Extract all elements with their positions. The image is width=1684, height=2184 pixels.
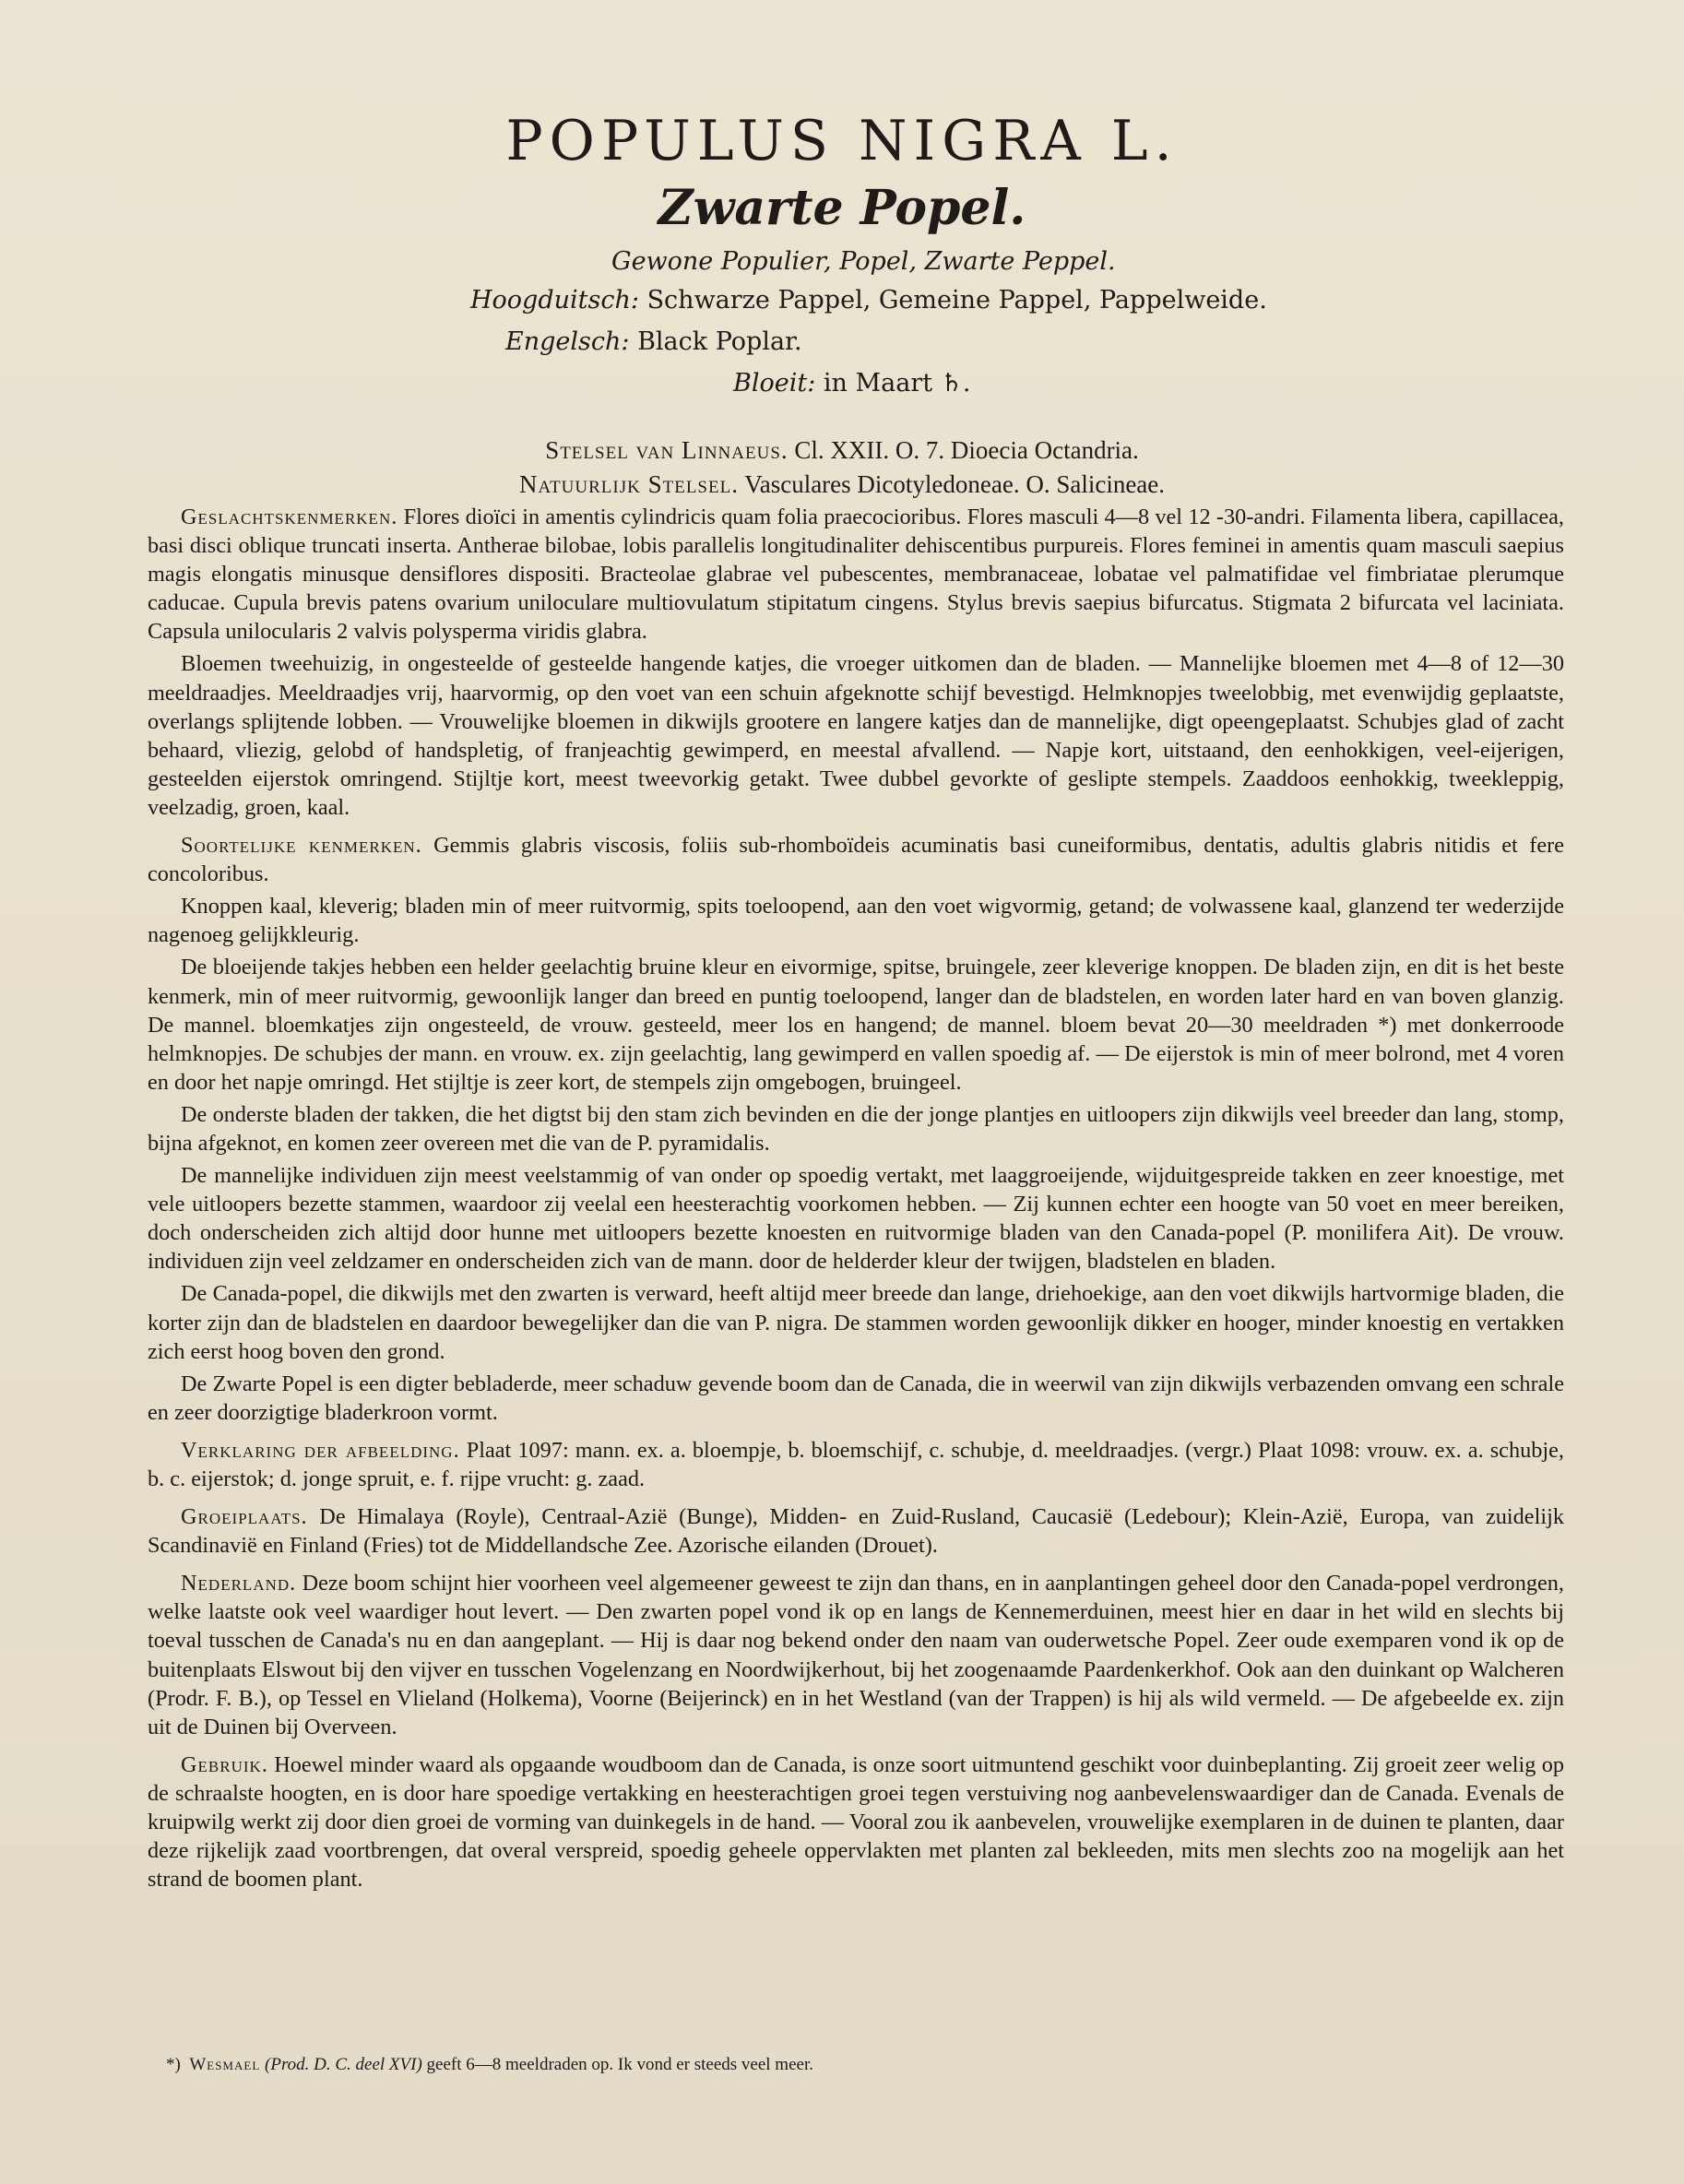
paragraph-text: De bloeijende takjes hebben een helder geelachtig bruine kleur en eivormige, spitse, bruingele, zeer kleverige knoppen. De bladen zijn, en dit is het beste kenmerk, min of meer ruitvormig, gewoonlijk langer dan breed en puntig toeloopend, langer dan de bladstelen, en worden later hard en van boven glanzig. De mannel. bloemkatjes zijn ongesteeld, de vrouw. gesteeld, meer los en hangend; de mannel. bloem bevat 20—30 meeldraden *) met donkerroode helmknopjes. De schubjes der mann. en vrouw. ex. zijn geelachtig, lang gewimperd en vallen spoedig af. — De eijerstok is min of meer bolrond, met 4 voren en door het napje omringd. Het stijltje is zeer kort, de stempels zijn omgebogen, bruingeel.	[148, 955, 1564, 1095]
linnaeus-label: Stelsel van Linnaeus.	[545, 436, 789, 464]
page-subtitle: Zwarte Popel.	[658, 180, 1026, 236]
paragraph	[148, 1279, 1564, 1365]
description-body	[148, 503, 1564, 1897]
bloom-time: in Maart ♄.	[823, 369, 971, 398]
natural-system	[0, 470, 1684, 499]
footnote-source: (Prod. D. C. deel XVI)	[265, 2055, 422, 2074]
german-names-line	[470, 286, 1267, 315]
paragraph-text: Deze boom schijnt hier voorheen veel algemeener geweest te zijn dan thans, en in aanplantingen geheel door den Canada-popel verdrongen, welke laatste ook veel waardiger hout levert. — Den zwarten popel vond ik op en langs de Kennemerduinen, meest hier en daar in het wild en slechts bij toeval tusschen de Canada's nu en dan aangeplant. — Hij is daar nog bekend onder den naam van ouderwetsche Popel. Zeer oude exemparen vond ik op de buitenplaats Elswout bij den vijver en tusschen Vogelenzang en Noordwijkerhout, bij het zoogenaamde Paardenkerkhof. Ook aan den duinkant op Walcheren (Prodr. F. B.), op Tessel en Vlieland (Holkema), Voorne (Beijerinck) en in het Westland (van der Trappen) is hij als wild vermeld. — De afgebeelde ex. zijn uit de Duinen bij Overveen.	[148, 1571, 1564, 1739]
paragraph	[148, 503, 1564, 646]
paragraph	[148, 1751, 1564, 1893]
english-label: Engelsch:	[505, 327, 630, 356]
paragraph	[148, 1100, 1564, 1157]
footnote	[166, 2055, 813, 2075]
bloom-line	[733, 369, 970, 398]
page-title: POPULUS NIGRA L.	[505, 109, 1179, 173]
footnote-author: Wesmael	[189, 2055, 261, 2074]
paragraph-text: De Canada-popel, die dikwijls met den zwarten is verward, heeft altijd meer breede dan lange, driehoekige, aan den voet dikwijls hartvormige bladen, die korter zijn dan de bladstelen en daardoor bewegelijker dan die van P. nigra. De stammen worden gewoonlijk dikker en hooger, minder knoestig en vertakken zich eerst hoog boven den grond.	[148, 1281, 1564, 1364]
paragraph-text: Flores dioïci in amentis cylindricis quam folia praecocioribus. Flores masculi 4—8 vel 12 -30-andri. Filamenta libera, capillacea, basi disci oblique truncati inserta. Antherae bilobae, lobis parallelis longitudinaliter dehiscentibus purpureis. Flores feminei in amentis quam masculi saepius magis elongatis minusque densiflores dispositi. Bracteolae glabrae vel pubescentes, membranaceae, lobatae vel palmatifidae vel fimbriatae plerumque caducae. Cupula brevis patens ovarium uniloculare multiovulatum stipitatum cingens. Stylus brevis saepius bifurcatus. Stigmata 2 bifurcata vel laciniata. Capsula unilocularis 2 valvis polysperma viridis glabra.	[148, 504, 1564, 645]
paragraph	[148, 649, 1564, 822]
paragraph-text: Gemmis glabris viscosis, foliis sub-rhomboïdeis acuminatis basi cuneiformibus, dentatis, adultis glabris nitidis et fere concoloribus.	[148, 833, 1564, 887]
paragraph	[148, 831, 1564, 888]
paragraph-label: Soortelijke kenmerken.	[181, 833, 422, 859]
german-label: Hoogduitsch:	[470, 286, 639, 315]
paragraph	[148, 1436, 1564, 1493]
english-names-line	[505, 327, 802, 356]
paragraph-label: Gebruik.	[181, 1751, 268, 1777]
natural-label: Natuurlijk Stelsel.	[518, 470, 739, 498]
english-names: Black Poplar.	[637, 327, 802, 356]
natural-classification: Vasculares Dicotyledoneae. O. Salicineae.	[744, 470, 1166, 498]
paragraph	[148, 1161, 1564, 1276]
footnote-text: geeft 6—8 meeldraden op. Ik vond er steeds veel meer.	[426, 2055, 813, 2074]
paragraph-text: De mannelijke individuen zijn meest veelstammig of van onder op spoedig vertakt, met laaggroeijende, wijduitgespreide takken en zeer knoestige, met vele uitloopers bezette stammen, waardoor zij veelal een heesterachtig voorkomen hebben. — Zij kunnen echter een hoogte van 50 voet en meer bereiken, doch onderscheiden zich altijd door hunne met uitloopers bezette knoesten en ruitvormige bladen van den Canada-popel (P. monilifera Ait). De vrouw. individuen zijn veel zeldzamer en onderscheiden zich van de mann. door de helderder kleur der twijgen, bladstelen en bladen.	[148, 1163, 1564, 1275]
german-names: Schwarze Pappel, Gemeine Pappel, Pappelweide.	[646, 286, 1267, 315]
bloom-label: Bloeit:	[733, 369, 816, 398]
paragraph-label: Groeiplaats.	[181, 1504, 308, 1530]
footnote-mark: *)	[166, 2055, 181, 2074]
paragraph-text: Bloemen tweehuizig, in ongesteelde of gesteelde hangende katjes, die vroeger uitkomen dan de bladen. — Mannelijke bloemen met 4—8 of 12—30 meeldraadjes. Meeldraadjes vrij, haarvormig, op den voet van een schuin afgeknotte schijf bevestigd. Helmknopjes tweelobbig, met evenwijdig geplaatste, overlangs splijtende lobben. — Vrouwelijke bloemen in dikwijls grootere en langere katjes dan de mannelijke, digt opeengeplaatst. Schubjes glad of zacht behaard, vliezig, gelobd of handspletig, of franjeachtig gewimperd, en meestal afvallend. — Napje kort, uitstaand, den eenhokkigen, veel-eijerigen, gesteelden eijerstok omringend. Stijltje kort, meest tweevorkig getakt. Twee dubbel gevorkte of geslipte stempels. Zaaddoos eenhokkig, tweekleppig, veelzadig, groen, kaal.	[148, 651, 1564, 820]
paragraph-text: Plaat 1097: mann. ex. a. bloempje, b. bloemschijf, c. schubje, d. meeldraadjes. (vergr.) Plaat 1098: vrouw. ex. a. schubje, b. c. eijerstok; d. jonge spruit, e. f. rijpe vrucht: g. zaad.	[148, 1437, 1564, 1491]
paragraph-text: De onderste bladen der takken, die het digtst bij den stam zich bevinden en die der jonge plantjes en uitloopers zijn dikwijls veel breeder dan lang, stomp, bijna afgeknot, en komen zeer overeen met die van de P. pyramidalis.	[148, 1101, 1564, 1156]
paragraph-text: De Zwarte Popel is een digter bebladerde, meer schaduw gevende boom dan de Canada, die in weerwil van zijn dikwijls verbazenden omvang een schrale en zeer doorzigtige bladerkroon vormt.	[148, 1371, 1564, 1425]
paragraph	[148, 953, 1564, 1096]
paragraph	[148, 1502, 1564, 1560]
paragraph-text: Hoewel minder waard als opgaande woudboom dan de Canada, is onze soort uitmuntend geschikt voor duinbeplanting. Zij groeit zeer welig op de schraalste hoogten, en is door hare spoedige vertakking en heesterachtigen groei tegen verstuiving nog aanbevelenswaardiger dan de Canada. Evenals de kruipwilg werkt zij door dien groei de vorming van duinkegels in de hand. — Vooral zou ik aanbevelen, vrouwelijke exemplaren in de duinen te planten, daar deze rijkelijk zaad voortbrengen, dat overal verspreid, spoedig geheele oppervlakten met planten zal bekleeden, mits men slechts zoo na mogelijk aan het strand de boomen plant.	[148, 1751, 1565, 1893]
paragraph	[148, 1370, 1564, 1427]
common-names: Gewone Populier, Popel, Zwarte Peppel.	[611, 247, 1116, 276]
paragraph-text: Knoppen kaal, kleverig; bladen min of meer ruitvormig, spits toeloopend, aan den voet wigvormig, getand; de volwassene kaal, glanzend ter wederzijde nagenoeg gelijkkleurig.	[148, 894, 1564, 948]
paragraph-text: De Himalaya (Royle), Centraal-Azië (Bunge), Midden- en Zuid-Rusland, Caucasië (Ledebour); Klein-Azië, Europa, van zuidelijk Scandinavië en Finland (Fries) tot de Middellandsche Zee. Azorische eilanden (Drouet).	[148, 1504, 1564, 1559]
paragraph-label: Nederland.	[181, 1571, 297, 1596]
linnaeus-system	[0, 436, 1684, 465]
paragraph	[148, 892, 1564, 949]
paragraph-label: Verklaring der afbeelding.	[181, 1437, 460, 1463]
paragraph	[148, 1569, 1564, 1741]
paragraph-label: Geslachtskenmerken.	[181, 504, 398, 529]
linnaeus-classification: Cl. XXII. O. 7. Dioecia Octandria.	[794, 436, 1139, 464]
